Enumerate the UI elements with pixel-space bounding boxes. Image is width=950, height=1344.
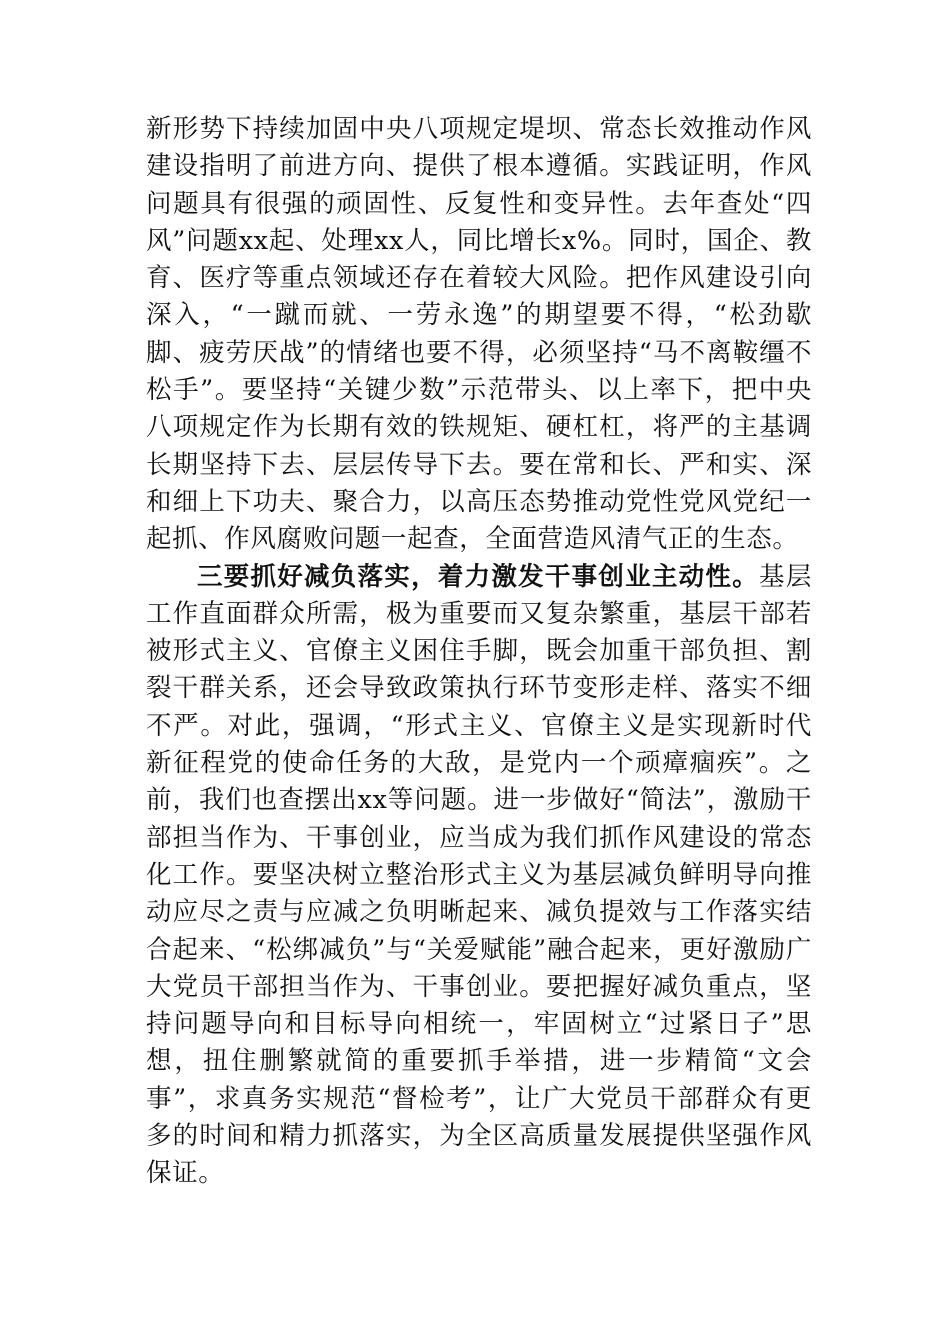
paragraph-reduce-burden xyxy=(146,559,812,1193)
document-body xyxy=(146,111,812,1193)
paragraph-lead-heading: 三要抓好减负落实，着力激发干事创业主动性。 xyxy=(197,561,759,592)
paragraph-body-text: 基层工作直面群众所需，极为重要而又复杂繁重，基层干部若被形式主义、官僚主义困住手脚，既会加重干部负担、割裂干群关系，还会导致政策执行环节变形走样、落实不细不严。对此，强调，“形式主义、官僚主义是实现新时代新征程党的使命任务的大敌，是党内一个顽瘴痼疾”。之前，我们也查摆出xx等问题。进一步做好“简法”，激励干部担当作为、干事创业，应当成为我们抓作风建设的常态化工作。要坚决树立整治形式主义为基层减负鲜明导向推动应尽之责与应减之负明晰起来、减负提效与工作落实结合起来、“松绑减负”与“关爱赋能”融合起来，更好激励广大党员干部担当作为、干事创业。要把握好减负重点，坚持问题导向和目标导向相统一，牢固树立“过紧日子”思想，扭住删繁就简的重要抓手举措，进一步精简“文会事”，求真务实规范“督检考”，让广大党员干部群众有更多的时间和精力抓落实，为全区高质量发展提供坚强作风保证。 xyxy=(146,561,813,1189)
paragraph-continuation: 新形势下持续加固中央八项规定堤坝、常态长效推动作风建设指明了前进方向、提供了根本遵循。实践证明，作风问题具有很强的顽固性、反复性和变异性。去年查处“四风”问题xx起、处理xx人，同比增长x%。同时，国企、教育、医疗等重点领域还存在着较大风险。把作风建设引向深入，“一蹴而就、一劳永逸”的期望要不得，“松劲歇脚、疲劳厌战”的情绪也要不得，必须坚持“马不离鞍缰不松手”。要坚持“关键少数”示范带头、以上率下，把中央八项规定作为长期有效的铁规矩、硬杠杠，将严的主基调长期坚持下去、层层传导下去。要在常和长、严和实、深和细上下功夫、聚合力，以高压态势推动党性党风党纪一起抓、作风腐败问题一起查，全面营造风清气正的生态。 xyxy=(146,114,812,555)
